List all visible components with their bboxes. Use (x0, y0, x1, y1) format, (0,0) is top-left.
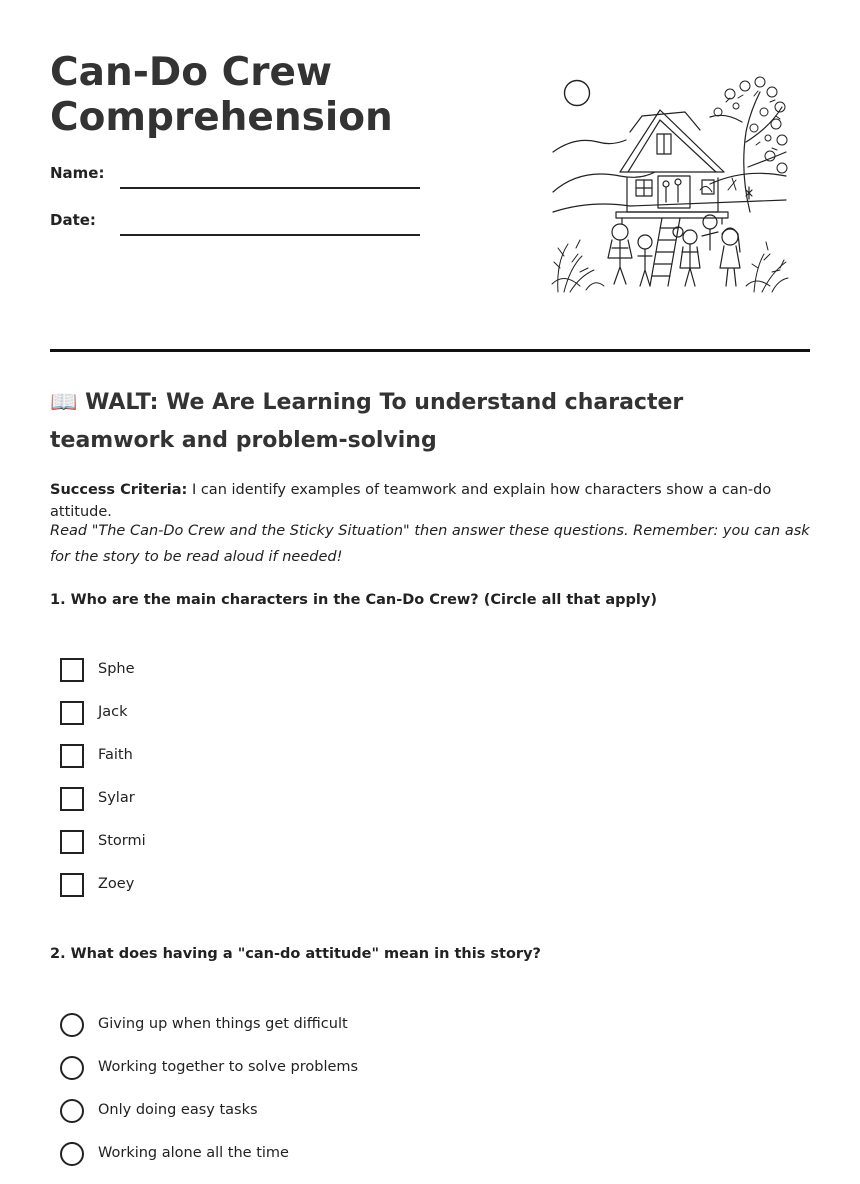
checkbox[interactable] (60, 787, 84, 811)
radio-button[interactable] (60, 1142, 84, 1166)
question-1-option[interactable] (60, 872, 800, 915)
worksheet-header (50, 0, 810, 352)
checkbox[interactable] (60, 701, 84, 725)
walt-heading (50, 384, 810, 460)
question-2-option[interactable] (60, 1012, 800, 1055)
header-divider (50, 349, 810, 352)
question-1-option[interactable] (60, 743, 800, 786)
checkbox[interactable] (60, 744, 84, 768)
name-label: Name: (50, 164, 105, 182)
question-2-option[interactable] (60, 1055, 800, 1098)
option-label: Faith (98, 747, 133, 763)
name-input-line[interactable] (120, 187, 420, 189)
checkbox[interactable] (60, 658, 84, 682)
worksheet-page (50, 0, 810, 1161)
option-label: Giving up when things get difficult (98, 1016, 348, 1032)
success-criteria-text: I can identify examples of teamwork and explain how characters show a can-do attitude. (50, 482, 772, 520)
treehouse-illustration (550, 72, 790, 294)
success-criteria (50, 479, 810, 523)
checkbox[interactable] (60, 873, 84, 897)
page-title: Can-Do Crew Comprehension (50, 50, 393, 140)
name-field (50, 160, 420, 190)
option-label: Only doing easy tasks (98, 1102, 258, 1118)
option-label: Working together to solve problems (98, 1059, 359, 1075)
option-label: Working alone all the time (98, 1145, 289, 1161)
question-2-text: 2. What does having a "can-do attitude" mean in this story? (50, 946, 541, 962)
question-1-text: 1. Who are the main characters in the Can-Do Crew? (Circle all that apply) (50, 592, 657, 608)
date-input-line[interactable] (120, 234, 420, 236)
option-label: Sylar (98, 790, 135, 806)
question-1-options (60, 657, 800, 915)
option-label: Jack (98, 704, 128, 720)
instructions-text: Read "The Can-Do Crew and the Sticky Situation" then answer these questions. Remember: you can ask for the story to be read aloud if needed! (50, 523, 810, 565)
success-criteria-label: Success Criteria: (50, 482, 188, 498)
question-1-option[interactable] (60, 657, 800, 700)
question-2-option[interactable] (60, 1141, 800, 1184)
book-icon: 📖 (50, 390, 78, 415)
radio-button[interactable] (60, 1099, 84, 1123)
checkbox[interactable] (60, 830, 84, 854)
question-1-option[interactable] (60, 829, 800, 872)
question-1-option[interactable] (60, 700, 800, 743)
option-label: Stormi (98, 833, 146, 849)
date-label: Date: (50, 211, 96, 229)
option-label: Sphe (98, 661, 135, 677)
question-1-option[interactable] (60, 786, 800, 829)
option-label: Zoey (98, 876, 135, 892)
question-2-options (60, 1012, 800, 1184)
radio-button[interactable] (60, 1056, 84, 1080)
date-field (50, 207, 420, 237)
radio-button[interactable] (60, 1013, 84, 1037)
walt-text: WALT: We Are Learning To understand character teamwork and problem-solving (50, 390, 684, 453)
question-2-option[interactable] (60, 1098, 800, 1141)
